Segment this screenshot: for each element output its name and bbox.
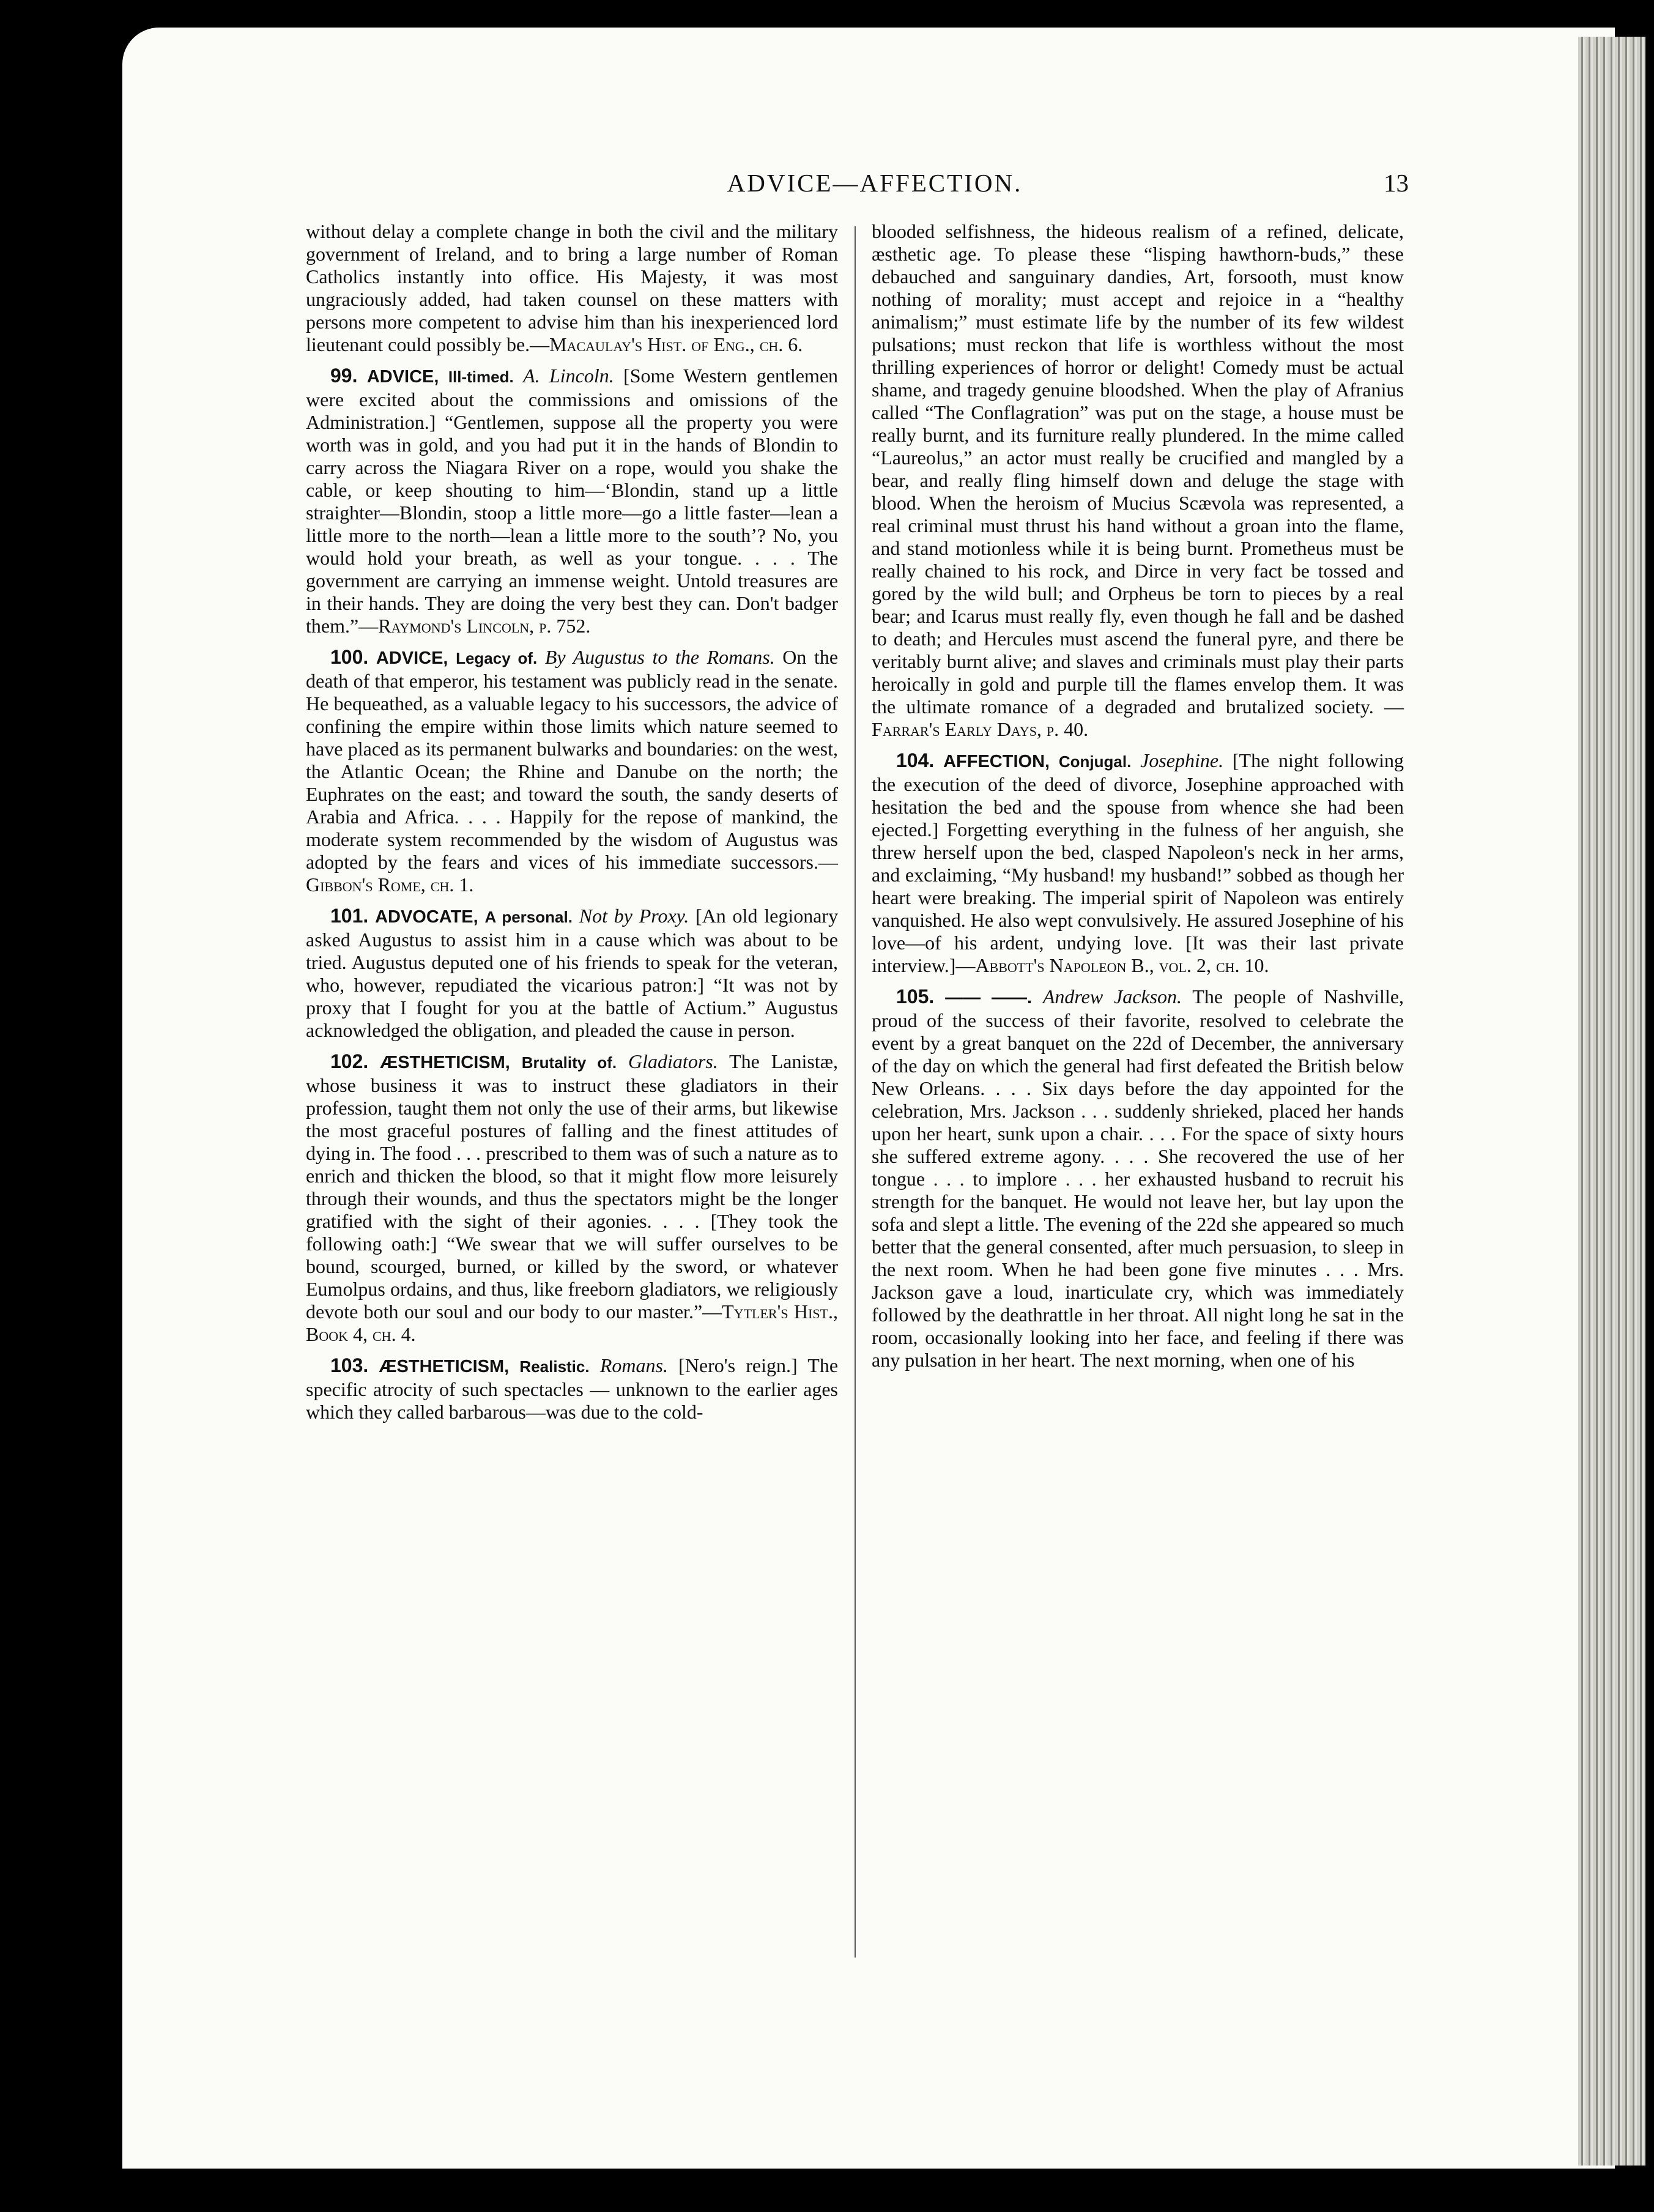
entry-text: blooded selfishness, the hideous realism of a refined, delicate, æsthetic age. To please these “lisping hawthorn-buds,” these debauched and sanguinary dandies, Art, forsooth, must know nothing of morality; must accept and rejoice in a “healthy animalism;” must estimate life by the number of its few wildest pulsations; must reckon that life is worthless without the most thrilling experiences of horror or delight! Comedy must be actual shame, and tragedy genuine bloodshed. When the play of Afranius called “The Conflagration” was put on the stage, a house must be really burnt, and its furniture really plundered. In the mime called “Laureolus,” an actor must really be crucified and mangled by a bear, and really fling himself down and deluge the stage with blood. When the heroism of Mucius Scævola was represented, a real criminal must thrust his hand without a groan into the flame, and stand motionless while it is being burnt. Prometheus must be really chained to his rock, and Dirce in very fact be tossed and gored by the wild bull; and Orpheus be torn to pieces by a real bear; and Icarus must really fly, even though he fall and be dashed to death; and Hercules must ascend the funeral pyre, and there be veritably burnt alive; and slaves and criminals must play their parts heroically in gold and purple till the flames envelop them. It was the ultimate romance of a degraded and brutalized society. — <box>872 220 1404 718</box>
entry-reference: Macaulay's Hist. of Eng., ch. 6. <box>549 333 803 355</box>
entry-number: 104. <box>896 749 935 771</box>
entry-number: 102. <box>330 1050 369 1072</box>
entry-heading: ADVOCATE, <box>375 907 478 927</box>
left-column <box>306 220 838 1432</box>
entry-number: 105. <box>896 985 935 1008</box>
entry-source: Josephine. <box>1140 749 1224 771</box>
entry-reference: Gibbon's Rome, ch. 1. <box>306 874 474 896</box>
entry-text: The people of Nashville, proud of the success of their favorite, resolved to celebrate the event by a great banquet on the 22d of December, the anniversary of the day on which the general had first defeated the British below New Orleans. . . . Six days before the day appointed for the celebration, Mrs. Jackson . . . suddenly shrieked, placed her hands upon her heart, sunk upon a chair. . . . For the space of sixty hours she suffered extreme agony. . . . She recovered the use of her tongue . . . to implore . . . her exhausted husband to recruit his strength for the banquet. He would not leave her, but lay upon the sofa and slept a little. The evening of the 22d she appeared so much better that the general consented, after much persuasion, to sleep in the next room. When he had been gone five minutes . . . Mrs. Jackson gave a loud, inarticulate cry, which was immediately followed by the deathrattle in her throat. All night long he sat in the room, occasionally looking into her face, and feeling if there was any pulsation in her heart. The next morning, when one of his <box>872 985 1404 1371</box>
entry-heading: —— ——. <box>945 988 1033 1008</box>
right-column <box>872 220 1404 1380</box>
scan-background <box>0 0 141 2212</box>
entry-103 <box>306 1354 838 1423</box>
entry-subheading: Legacy of. <box>456 649 538 667</box>
entry-101 <box>306 905 838 1042</box>
entry-heading: ADVICE, <box>366 367 439 387</box>
entry-subheading: Brutality of. <box>521 1053 617 1072</box>
entry-subheading: A personal. <box>484 908 573 926</box>
entry-source: Gladiators. <box>628 1050 718 1072</box>
entry-heading: ÆSTHETICISM, <box>379 1357 510 1376</box>
entry-number: 101. <box>330 905 369 927</box>
entry-number: 99. <box>330 365 358 387</box>
entry-heading: ÆSTHETICISM, <box>380 1053 510 1072</box>
entry-105 <box>872 985 1404 1371</box>
entry-text: [An old legionary asked Augustus to assist him in a cause which was about to be tried. Augustus deputed one of his friends to speak for the veteran, who, however, repudiated the vicarious patron:] “It was not by proxy that I fought for you at the battle of Actium.” Augustus acknowledged the obligation, and pleaded the cause in person. <box>306 905 839 1041</box>
continued-entry <box>872 220 1404 741</box>
entry-102 <box>306 1050 838 1346</box>
column-divider <box>855 226 856 1958</box>
entry-104 <box>872 749 1404 977</box>
entry-heading: AFFECTION, <box>943 752 1050 771</box>
continued-entry <box>306 220 838 356</box>
entry-100 <box>306 646 838 896</box>
running-header: ADVICE—AFFECTION. <box>727 169 1023 197</box>
entry-reference: Raymond's Lincoln, p. 752. <box>378 615 591 637</box>
entry-text: On the death of that emperor, his testament was publicly read in the senate. He bequeathed, as a valuable legacy to his successors, the advice of confining the empire within those limits which nature seemed to have placed as its permanent bulwarks and boundaries: on the west, the Atlantic Ocean; the Rhine and Danube on the north; the Euphrates on the east; and toward the south, the sandy deserts of Arabia and Africa. . . . Happily for the repose of mankind, the moderate system recommended by the wisdom of Augustus was adopted by the fears and vices of his immediate successors.— <box>306 646 839 873</box>
entry-subheading: Realistic. <box>519 1357 590 1376</box>
entry-subheading: Conjugal. <box>1058 752 1132 771</box>
entry-heading: ADVICE, <box>376 648 448 668</box>
entry-text: The Lanistæ, whose business it was to instruct these gladiators in their profession, taught them not only the use of their arms, but likewise the most graceful postures of falling and the finest attitudes of dying in. The food . . . prescribed to them was of such a nature as to enrich and thicken the blood, so that it might flow more leisurely through their wounds, and thus the spectators might be the longer gratified with the sight of their agonies. . . . [They took the following oath:] “We swear that we will suffer ourselves to be bound, scourged, burned, or killed by the sword, or whatever Eumolpus ordains, and thus, like freeborn gladiators, we religiously devote both our soul and our body to our master.”— <box>306 1050 839 1323</box>
entry-text: [The night following the execution of the deed of divorce, Josephine approached with hesitation the bed and the spouse from whence she had been ejected.] Forgetting everything in the fulness of her anguish, she threw herself upon the bed, clasped Napoleon's neck in her arms, and exclaiming, “My husband! my husband!” sobbed as though her heart were breaking. The imperial spirit of Napoleon was entirely vanquished. He also wept convulsively. He assured Josephine of his love—of his ardent, undying love. [It was their last private interview.]— <box>872 749 1404 976</box>
entry-number: 103. <box>330 1354 369 1376</box>
entry-source: Not by Proxy. <box>579 905 689 927</box>
entry-source: By Augustus to the Romans. <box>544 646 775 668</box>
entry-number: 100. <box>330 646 369 668</box>
entry-source: Andrew Jackson. <box>1042 985 1182 1008</box>
entry-reference: Farrar's Early Days, p. 40. <box>872 718 1089 740</box>
entry-text: [Nero's reign.] The specific atrocity of such spectacles — unknown to the earlier ages which they called barbarous—was due to the cold- <box>306 1354 839 1423</box>
entry-99 <box>306 365 838 637</box>
entry-reference: Tytler's Hist., Book 4, ch. 4. <box>306 1301 838 1345</box>
page-number: 13 <box>1384 169 1409 197</box>
entry-reference: Abbott's Napoleon B., vol. 2, ch. 10. <box>975 954 1269 976</box>
entry-subheading: Ill-timed. <box>448 368 514 386</box>
entry-source: A. Lincoln. <box>523 365 614 387</box>
page-edges <box>1578 37 1645 2166</box>
entry-text: [Some Western gentlemen were excited about the commissions and omissions of the Administration.] “Gentlemen, suppose all the property you were worth was in gold, and you had put it in the hands of Blondin to carry across the Niagara River on a rope, would you shake the cable, or keep shouting to him—‘Blondin, stand up a little straighter—Blondin, stoop a little more—go a little faster—lean a little more to the north—lean a little more to the south’? No, you would hold your breath, as well as your tongue. . . . The government are carrying an immense weight. Untold treasures are in their hands. They are doing the very best they can. Don't badger them.”— <box>306 365 839 637</box>
entry-source: Romans. <box>599 1354 668 1376</box>
entry-text: without delay a complete change in both the civil and the military government of Ireland, and to bring a large number of Roman Catholics instantly into office. His Majesty, it was most ungraciously added, had taken counsel on these matters with persons more competent to advise him than his inexperienced lord lieutenant could possibly be.— <box>306 220 838 355</box>
